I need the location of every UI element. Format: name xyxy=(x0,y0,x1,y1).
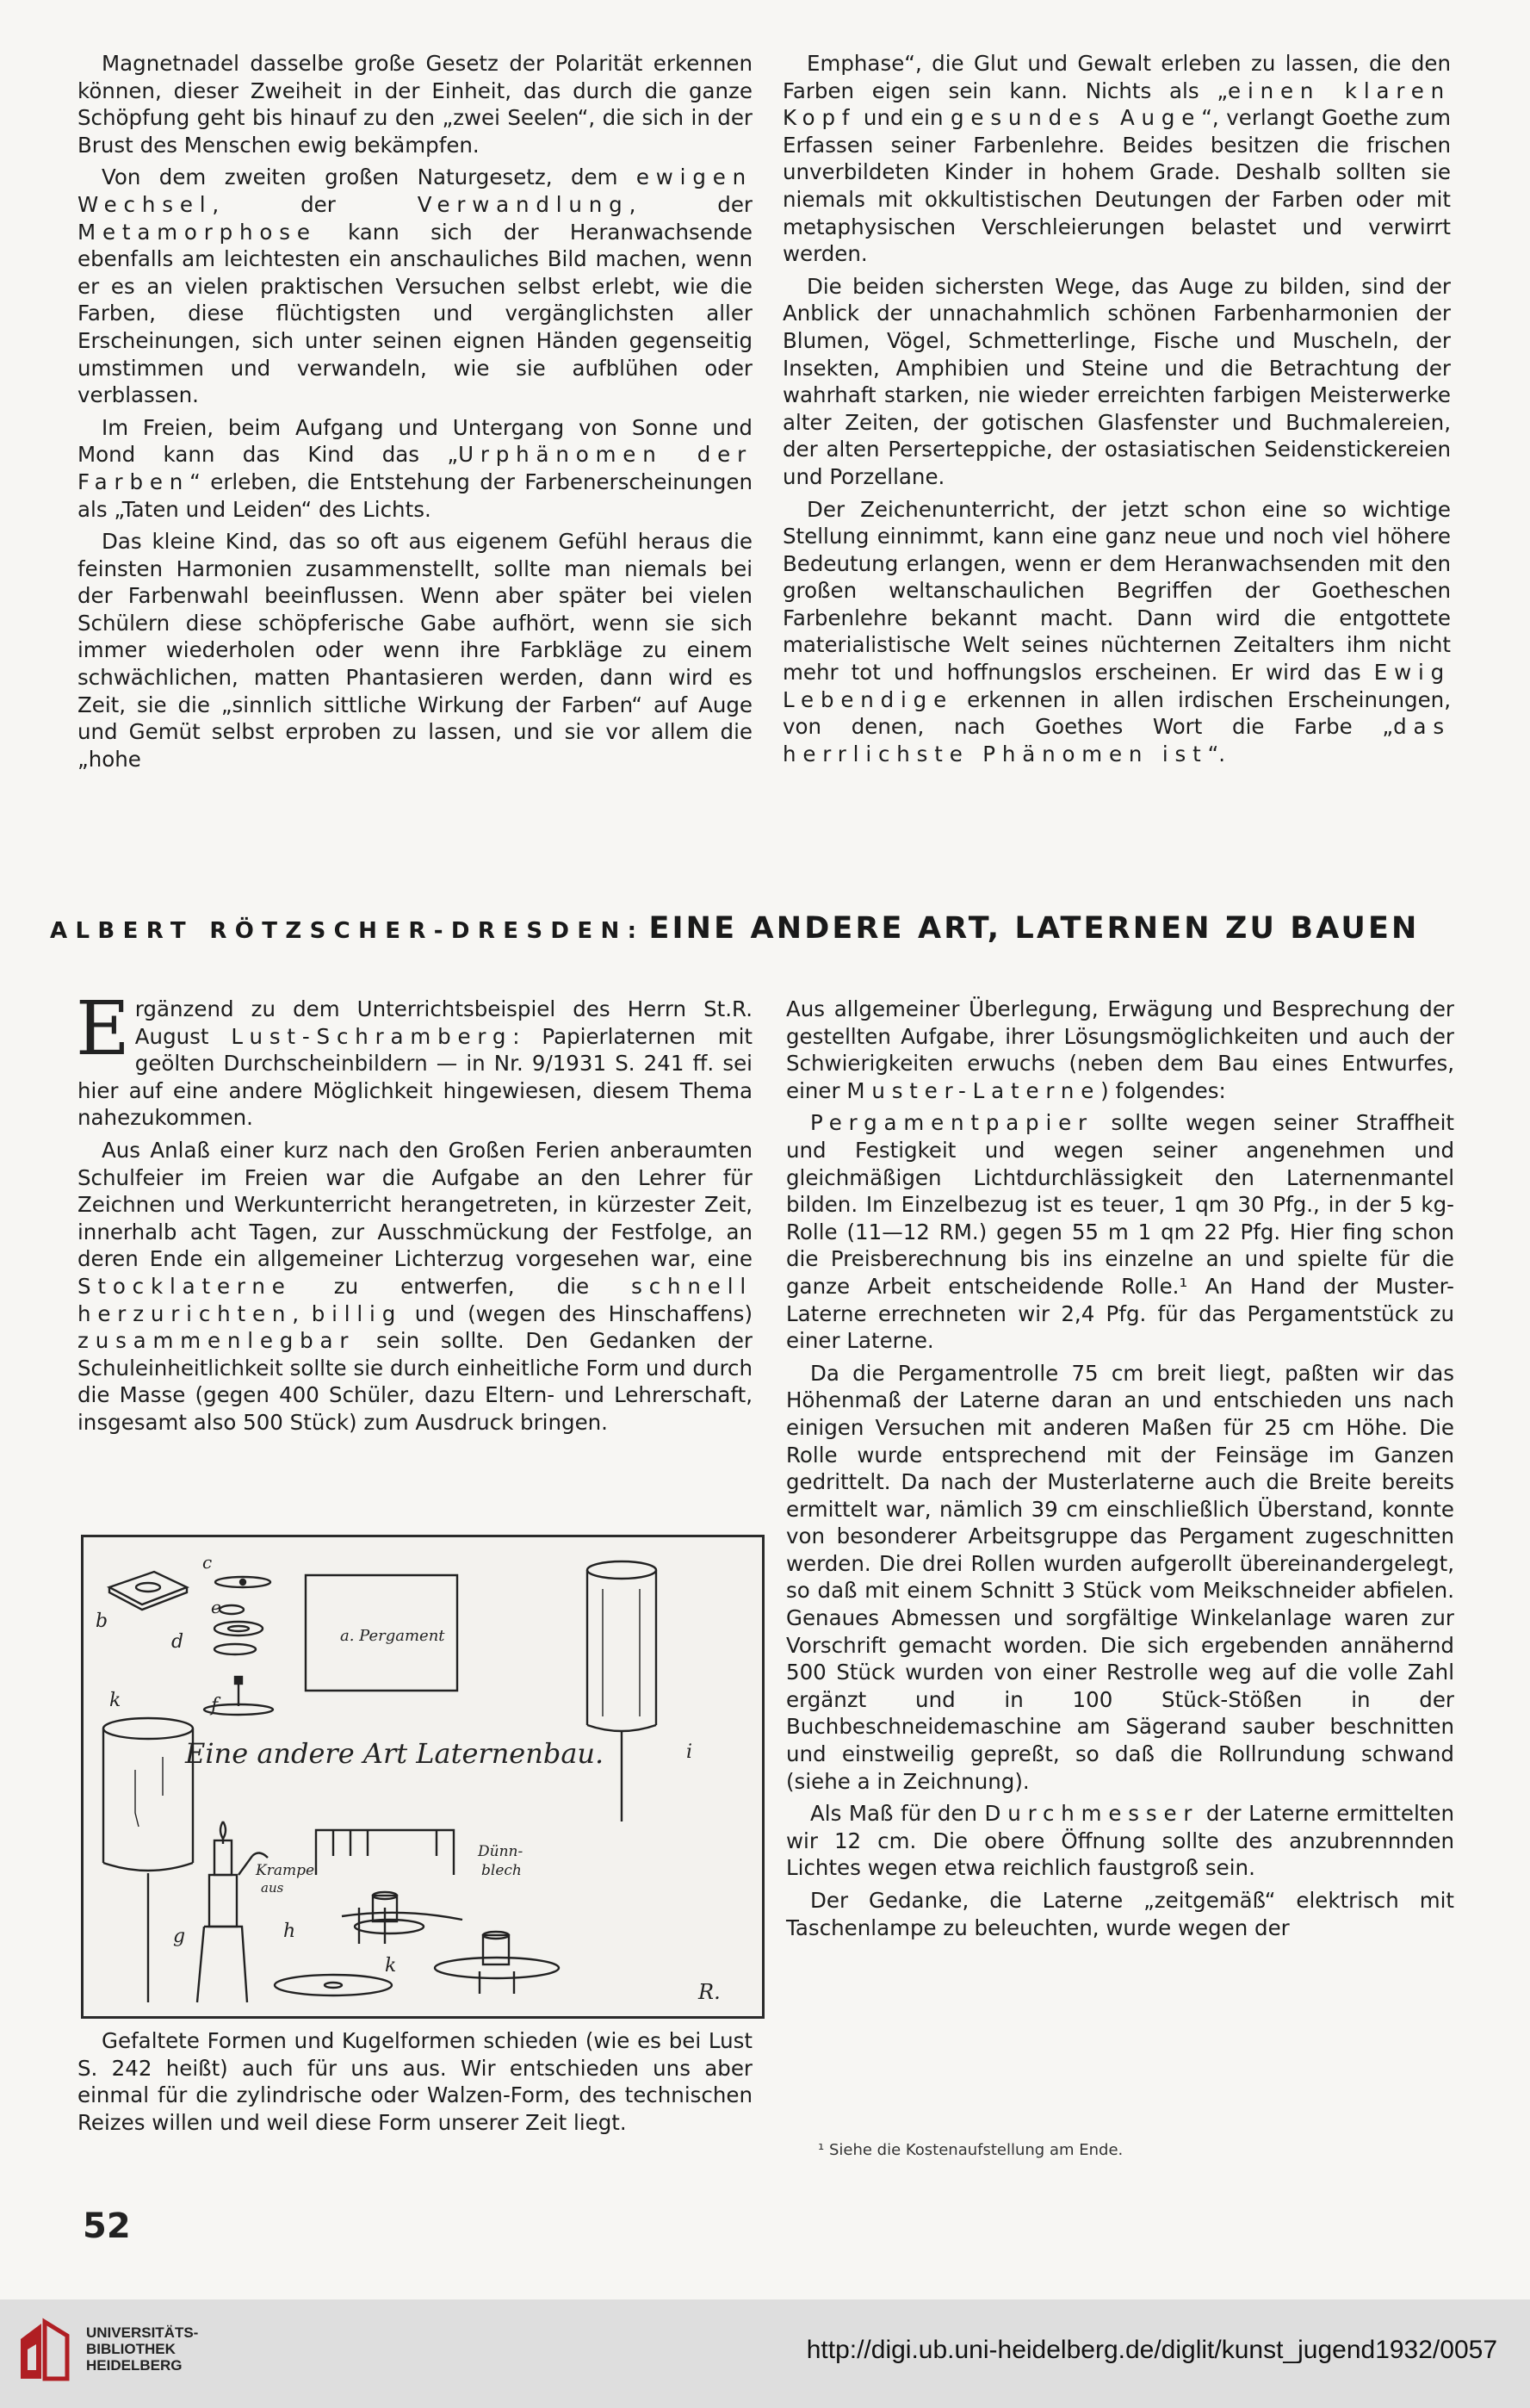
label-i: i xyxy=(686,1741,693,1763)
paragraph xyxy=(786,1360,1454,1796)
text-run: Als Maß für den xyxy=(810,1801,985,1827)
text-run: , xyxy=(292,1300,312,1326)
spaced-text: ewigen Wechsel xyxy=(77,164,753,217)
figure-signature: R. xyxy=(698,1980,721,2004)
text-run: , der xyxy=(212,191,418,217)
paragraph xyxy=(77,1137,753,1437)
paragraph xyxy=(783,273,1451,491)
text-run: “ erleben, die Entstehung der Farbenerscheinungen als „Taten und Leiden“ des Lichts. xyxy=(77,469,753,522)
text-run: Da die Pergamentrolle 75 cm breit liegt, paßten wir das Höhenmaß der Laterne daran an und entschieden uns nach einigen Versuchen mit anderen Maßen für 25 cm Höhe. Die Rolle wurde entsprechend mit der Feinsäge im Ganzen gedrittelt. Da nach der Musterlaterne auch die Breite bereits ermittelt war, nämlich 39 cm einschließlich Überstand, konnte von besonderer Arbeitsgruppe das Pergament zugeschnitten werden. Die drei Rollen wurden aufgerollt übereinandergelegt, so daß mit einem Schnitt 3 Stück vom Meikschneider abfielen. Genaues Abmessen und sorgfältige Winkelanlage waren zur Vorschrift gemacht worden. Die sich ergebenden annähernd 500 Stück wurden von einer Restrolle weg auf die volle Zahl ergänzt und in 100 Stück-Stößen in der Buchbeschneidemaschine am Sägerand sauber beschnitten und einstweilig gepreßt, so daß die Rollrundung schwand (siehe a in Zeichnung). xyxy=(786,1360,1454,1794)
paragraph xyxy=(77,50,753,158)
part-i-cylinder xyxy=(587,1561,656,1822)
label-a-pergament: a. Pergament xyxy=(340,1627,445,1645)
article-author: ALBERT RÖTZSCHER-DRESDEN: xyxy=(50,918,645,944)
text-run: ) folgendes: xyxy=(1100,1077,1226,1103)
paragraph xyxy=(786,1887,1454,1941)
laterne-drawing xyxy=(84,1537,762,2016)
spaced-text: Ewig Lebendige xyxy=(783,660,1451,712)
text-run: , der xyxy=(629,191,753,217)
text-run: : Papierlaternen mit geölten Durchscheinbildern — in Nr. 9/1931 S. 241 ff. sei hier auf eine andere Möglichkeit hingewiesen, diesem Thema nahezukommen. xyxy=(77,1023,753,1131)
spaced-text: zusammenlegbar xyxy=(77,1328,356,1354)
library-logo-icon xyxy=(15,2315,74,2386)
text-run: zu entwerfen, die xyxy=(291,1273,632,1299)
text-run: Gefaltete Formen und Kugelformen schieden (wie es bei Lust S. 242 heißt) auch für uns aus. Wir entschieden uns aber einmal für die zylindrische oder Walzen-Form, des technischen Reizes willen und weil diese Form unserer Zeit liegt. xyxy=(77,2028,753,2135)
part-base-disc xyxy=(275,1932,559,1995)
paragraph xyxy=(786,1109,1454,1354)
text-run: Aus allgemeiner Überlegung, Erwägung und Besprechung der gestellten Aufgabe, ihrer Lösungsmöglichkeiten und auch der Schwierigkeiten erwuchs (neben dem Bau eines Entwurfes, einer xyxy=(786,996,1454,1103)
text-run: “. xyxy=(1207,741,1226,766)
text-run: Magnetnadel dasselbe große Gesetz der Polarität erkennen können, dieser Zweiheit in der Einheit, das durch die ganze Schöpfung geht bis hinauf zu den „zwei Seelen“, die sich in der Brust des Menschen ewig bekämpfen. xyxy=(77,51,753,158)
spaced-text: Urphänomen der Farben xyxy=(77,442,753,494)
text-run: und ein xyxy=(856,105,951,131)
text-run: Von dem zweiten großen Naturgesetz, dem xyxy=(102,164,636,190)
spaced-text: das herrlichste Phänomen ist xyxy=(783,714,1451,766)
label-b: b xyxy=(96,1611,108,1632)
paragraph xyxy=(786,1800,1454,1882)
library-name-line3: HEIDELBERG xyxy=(86,2357,183,2374)
part-k-lantern xyxy=(103,1718,193,2002)
text-run: Der Zeichenunterricht, der jetzt schon eine so wichtige Stellung einnimmt, kann eine ganz neue und noch viel höhere Bedeutung erlangen, wenn er dem Heranwachsenden mit den großen weltanschaulichen Begriffen der Goetheschen Farbenlehre bekannt macht. Dann wird die entgottete materialistische Welt seines nüchternen Zeitalters ihm nicht mehr tot und hoffnungslos erscheinen. Er wird das xyxy=(783,496,1451,686)
spaced-text: schnell herzurichten xyxy=(77,1273,753,1326)
figure-title: Eine andere Art Laternenbau. xyxy=(185,1737,604,1770)
spaced-text: Metamorphose xyxy=(77,219,317,245)
article-title: EINE ANDERE ART, LATERNEN ZU BAUEN xyxy=(648,911,1420,946)
article-left-column xyxy=(76,986,753,1442)
paragraph xyxy=(77,2027,753,2136)
article-left-text xyxy=(76,986,753,1437)
paragraph xyxy=(77,414,753,523)
text-run: kann sich der Heranwachsende ebenfalls am leichtesten ein anschauliches Bild machen, wenn er es an vielen praktischen Versuchen selbst erlebt, wie die Farben, diese flüchtigsten und vergänglichsten aller Erscheinungen, sich unter seinen eignen Händen gegenseitig umstimmen und verwandeln, wie sie aufblühen oder verblassen. xyxy=(77,219,753,408)
library-name-line2: BIBLIOTHEK xyxy=(86,2341,176,2357)
part-h-bracket xyxy=(316,1830,462,1944)
text-run: Die beiden sichersten Wege, das Auge zu bilden, sind der Anblick der unnachahmlich schönen Farbenharmonien der Blumen, Vögel, Schmetterlinge, Fische und Muscheln, der Insekten, Amphibien und Steine und die Betrachtung der wahrhaft starken, nie wieder erreichten farbigen Meisterwerke alter Zeiten, der gotischen Glasfenster und Buchmalereien, der alten Perserteppiche, der ostasiatischen Seidenstickereien und Porzellane. xyxy=(783,273,1451,489)
spaced-text: Muster-Laterne xyxy=(846,1077,1101,1103)
laterne-drawing-figure xyxy=(81,1535,765,2019)
label-k-right: k xyxy=(385,1955,397,1977)
label-krampe: Krampe xyxy=(256,1862,315,1879)
text-run: Im Freien, beim Aufgang und Untergang von Sonne und Mond kann das Kind das „ xyxy=(77,414,753,468)
paragraph xyxy=(783,496,1451,768)
label-h: h xyxy=(283,1921,296,1942)
text-run: sein sollte. Den Gedanken der Schuleinheitlichkeit sollte sie durch einheitliche Form und durch die Masse (gegen 400 Schüler, dazu Eltern- und Lehrerschaft, insgesamt also 500 Stück) zum Ausdruck bringen. xyxy=(77,1328,753,1435)
spaced-text: billig xyxy=(311,1300,403,1326)
label-e: e xyxy=(211,1597,221,1617)
part-discs xyxy=(214,1577,270,1654)
part-g-candle xyxy=(197,1822,268,2002)
label-aus: aus xyxy=(261,1880,284,1896)
text-run: und (wegen des Hinschaffens) xyxy=(402,1300,753,1326)
text-run: Der Gedanke, die Laterne „zeitgemäß“ elektrisch mit Taschenlampe zu beleuchten, wurde wegen der xyxy=(786,1888,1454,1940)
paragraph xyxy=(77,528,753,773)
paragraph xyxy=(786,996,1454,1104)
paragraph xyxy=(76,986,753,1132)
spaced-text: Durchmesser xyxy=(984,1801,1199,1827)
label-d: d xyxy=(171,1631,184,1653)
text-run: Das kleine Kind, das so oft aus eigenem Gefühl heraus die feinsten Harmonien zusammenstellt, sollte man niemals bei der Farbenwahl beeinflussen. Wenn aber später bei vielen Schülern diese schöpferische Gabe aufhört, wenn sie sich immer wiederholen oder wenn ihre Farbkläge zu einem schwächlichen, matten Phantasieren werden, dann wird es Zeit, sie die „sinnlich sittliche Wirkung der Farben“ auf Auge und Gemüt selbst erproben zu lassen, und sie vor allem die „hohe xyxy=(77,529,753,772)
article-headline xyxy=(50,911,1445,946)
spaced-text: Stocklaterne xyxy=(77,1273,292,1299)
spaced-text: Lust-Schramberg xyxy=(231,1023,513,1049)
top-left-column xyxy=(77,50,753,778)
page-number: 52 xyxy=(83,2206,131,2246)
paragraph xyxy=(783,50,1451,268)
spaced-text: Pergamentpapier xyxy=(810,1110,1093,1136)
footnote: ¹ Siehe die Kostenaufstellung am Ende. xyxy=(818,2141,1124,2159)
source-url-link[interactable]: http://digi.ub.uni-heidelberg.de/diglit/kunst_jugend1932/0057 xyxy=(806,2336,1497,2364)
text-run: “, verlangt Goethe zum Erfassen seiner Farbenlehre. Beides besitzen die frischen unverbildeten Kinder in hohem Grade. Deshalb sollten sie niemals mit okkultistischen Deutungen der Farben oder mit metaphysischen Verschleierungen belastet und verwirrt werden. xyxy=(783,105,1451,267)
text-run: rgänzend zu dem Unterrichtsbeispiel des Herrn St.R. August xyxy=(134,996,753,1049)
spaced-text: gesundes Auge xyxy=(951,105,1202,131)
text-run: Aus Anlaß einer kurz nach den Großen Ferien anberaumten Schulfeier im Freien war die Aufgabe an den Lehrer für Zeichnen und Werkunterricht herangetreten, in kürzester Zeit, innerhalb acht Tagen, zur Ausschmückung der Festfolge, an deren Ende ein allgemeiner Lichterzug vorgesehen war, eine xyxy=(77,1137,753,1272)
label-k-left: k xyxy=(109,1690,121,1711)
label-duenn: Dünn- xyxy=(478,1843,523,1860)
library-name-line1: UNIVERSITÄTS- xyxy=(86,2324,199,2341)
library-name xyxy=(86,2324,198,2374)
spaced-text: einen klaren Kopf xyxy=(783,78,1451,131)
drop-cap: E xyxy=(76,986,130,1072)
spaced-text: Verwandlung xyxy=(417,191,629,217)
top-right-column xyxy=(783,50,1451,773)
text-run: der Laterne ermittelten wir 12 cm. Die obere Öffnung sollte des anzubrennnden Lichtes wegen etwa reichlich faustgroß sein. xyxy=(786,1801,1454,1881)
text-run: Emphase“, die Glut und Gewalt erleben zu lassen, die den Farben eigen sein kann. Nichts als „ xyxy=(783,51,1451,103)
text-run: erkennen in allen irdischen Erscheinungen, von denen, nach Goethes Wort die Farbe „ xyxy=(783,686,1451,740)
label-blech: blech xyxy=(481,1862,522,1879)
label-g: g xyxy=(173,1926,186,1947)
article-left-continuation xyxy=(77,2027,753,2141)
text-run: sollte wegen seiner Straffheit und Festigkeit und wegen seiner angenehmen und gleichmäßigen Lichtdurchlässigkeit den Laternenmantel bilden. Im Einzelbezug ist es teuer, 1 qm 30 Pfg., in der 5 kg-Rolle (11—12 RM.) gegen 55 m 1 qm 22 Pfg. Hier fing schon die Preisberechnung bis ins einzelne an und spielte für die ganze Arbeit entscheidende Rolle.¹ An Hand der Muster-Laterne errechneten wir 2,4 Pfg. für das Pergamentstück zu einer Laterne. xyxy=(786,1110,1454,1354)
paragraph xyxy=(77,164,753,408)
label-f: f xyxy=(211,1695,219,1716)
part-b-plate xyxy=(109,1572,187,1610)
article-right-column xyxy=(786,996,1454,1946)
label-c: c xyxy=(202,1552,213,1573)
